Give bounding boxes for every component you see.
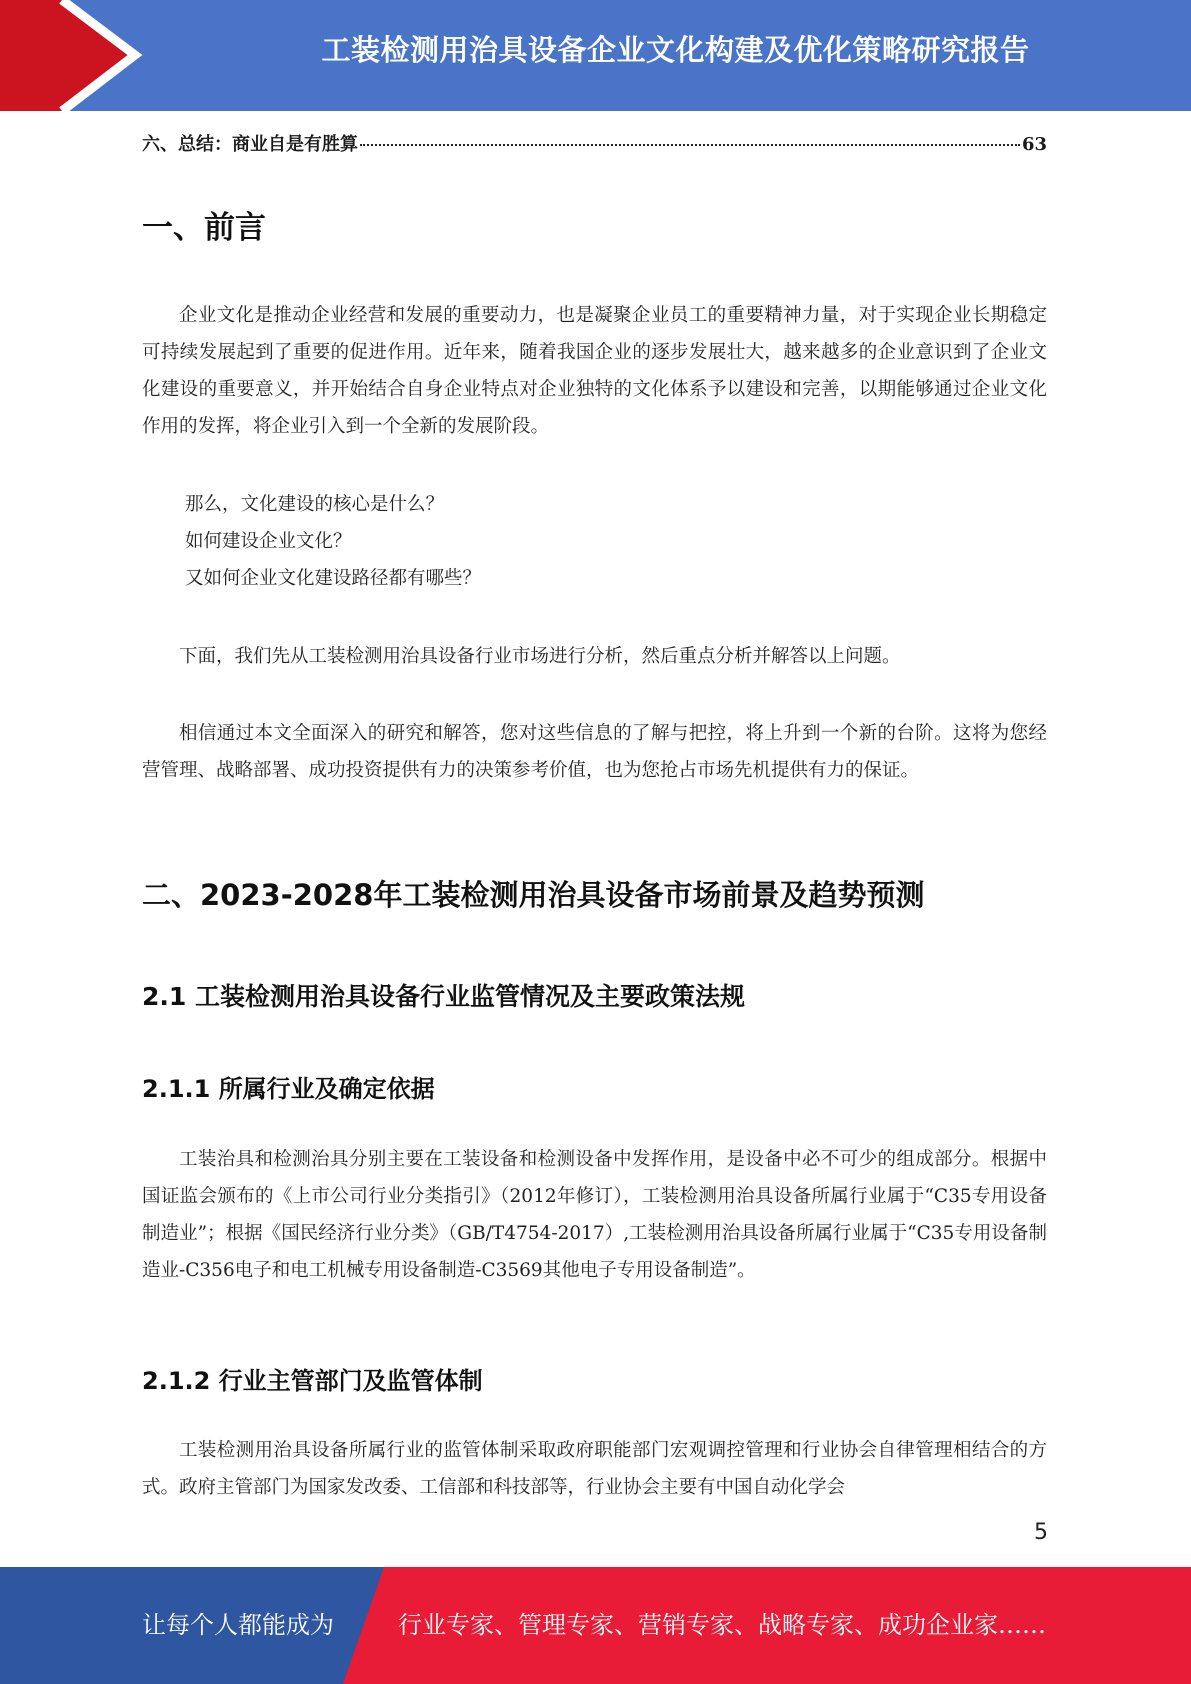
page-number: 5 [1034,1520,1048,1545]
subsection-heading-2-1-2: 2.1.2 行业主管部门及监管体制 [142,1367,483,1395]
footer-slogan-right: 行业专家、管理专家、营销专家、战略专家、成功企业家…… [398,1611,1046,1639]
preface-paragraph-2: 下面，我们先从工装检测用治具设备行业市场进行分析，然后重点分析并解答以上问题。 [179,646,901,667]
toc-entry[interactable] [142,130,1047,156]
toc-leader-dots [360,144,1020,146]
toc-entry-label: 六、总结：商业自是有胜算 [142,134,358,155]
question-line-1: 那么，文化建设的核心是什么？ [185,494,445,515]
section-heading-preface: 一、前言 [142,210,266,246]
preface-paragraph-3: 相信通过本文全面深入的研究和解答，您对这些信息的了解与把控，将上升到一个新的台阶。这将为您经营管理、战略部署、成功投资提供有力的决策参考价值，也为您抢占市场先机提供有力的保证。 [142,723,1047,781]
footer-slogan-left: 让每个人都能成为 [142,1611,334,1639]
question-line-3: 又如何企业文化建设路径都有哪些？ [185,568,482,589]
paragraph-2-1-1: 工装治具和检测治具分别主要在工装设备和检测设备中发挥作用，是设备中必不可少的组成部分。根据中国证监会颁布的《上市公司行业分类指引》（2012年修订），工装检测用治具设备所属行业属于“C35专用设备制造业”；根据《国民经济行业分类》（GB/T4754-2017）,工装检测用治具设备所属行业属于“C35专用设备制造业-C356电子和电工机械专用设备制造-C3569其他电子专用设备制造”。 [142,1149,1047,1281]
paragraph-2-1-2: 工装检测用治具设备所属行业的监管体制采取政府职能部门宏观调控管理和行业协会自律管理相结合的方式。政府主管部门为国家发改委、工信部和科技部等，行业协会主要有中国自动化学会 [142,1440,1047,1498]
subsection-heading-2-1-1: 2.1.1 所属行业及确定依据 [142,1075,435,1103]
report-title: 工装检测用治具设备企业文化构建及优化策略研究报告 [321,33,1030,67]
header-arrow-decoration [0,0,160,111]
toc-entry-page: 63 [1021,134,1047,155]
section-heading-market: 二、2023-2028年工装检测用治具设备市场前景及趋势预测 [142,878,925,912]
question-line-2: 如何建设企业文化？ [185,531,352,552]
page-footer [0,1567,1191,1684]
subsection-heading-2-1: 2.1 工装检测用治具设备行业监管情况及主要政策法规 [142,982,745,1011]
page-header [0,0,1191,111]
preface-paragraph-1: 企业文化是推动企业经营和发展的重要动力，也是凝聚企业员工的重要精神力量，对于实现企业长期稳定可持续发展起到了重要的促进作用。近年来，随着我国企业的逐步发展壮大，越来越多的企业意识到了企业文化建设的重要意义，并开始结合自身企业特点对企业独特的文化体系予以建设和完善，以期能够通过企业文化作用的发挥，将企业引入到一个全新的发展阶段。 [142,305,1047,437]
